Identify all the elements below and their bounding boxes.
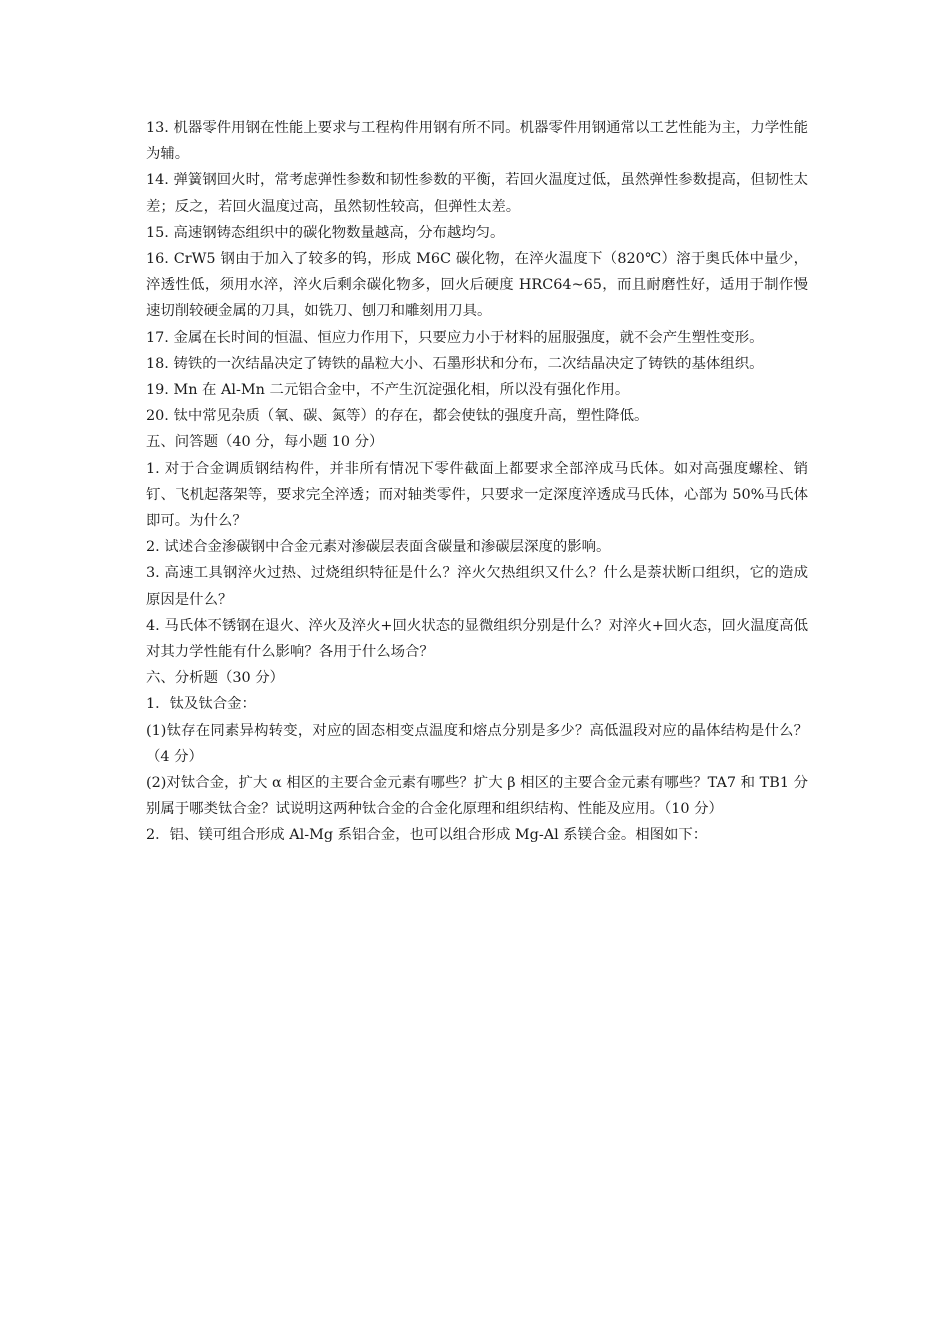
section-heading-5: 五、问答题（40 分，每小题 10 分）: [146, 434, 384, 451]
qa-question-2: 2. 试述合金渗碳钢中合金元素对渗碳层表面含碳量和渗碳层深度的影响。: [146, 539, 611, 556]
analysis-sub-1: (1)钛存在同素异构转变，对应的固态相变点温度和熔点分别是多少？高低温段对应的晶体结构是什么？（4 分）: [146, 722, 808, 765]
analysis-question-1: 1．钛及钛合金：: [146, 696, 256, 713]
section-heading-6: 六、分析题（30 分）: [146, 670, 285, 687]
question-15: 15. 高速钢铸态组织中的碳化物数量越高，分布越均匀。: [146, 224, 505, 241]
question-16: 16. CrW5 钢由于加入了较多的钨，形成 M6C 碳化物，在淬火温度下（820℃）溶于奥氏体中量少，淬透性低，须用水淬，淬火后剩余碳化物多，回火后硬度 HRC64~65，而且耐磨性好，适用于制作慢速切削较硬金属的刀具，如铣刀、刨刀和雕刻用刀具。: [146, 251, 808, 320]
question-17: 17. 金属在长时间的恒温、恒应力作用下，只要应力小于材料的屈服强度，就不会产生塑性变形。: [146, 329, 764, 346]
question-13: 13. 机器零件用钢在性能上要求与工程构件用钢有所不同。机器零件用钢通常以工艺性能为主，力学性能为辅。: [146, 120, 808, 163]
analysis-question-2: 2．铝、镁可组合形成 Al-Mg 系铝合金，也可以组合形成 Mg-Al 系镁合金。相图如下：: [146, 827, 708, 844]
document-body: [146, 115, 808, 849]
qa-question-1: 1. 对于合金调质钢结构件，并非所有情况下零件截面上都要求全部淬成马氏体。如对高强度螺栓、销钉、飞机起落架等，要求完全淬透；而对轴类零件，只要求一定深度淬透成马氏体，心部为 50%马氏体即可。为什么？: [146, 460, 808, 530]
question-20: 20. 钛中常见杂质（氧、碳、氮等）的存在，都会使钛的强度升高，塑性降低。: [146, 408, 649, 425]
question-14: 14. 弹簧钢回火时，常考虑弹性参数和韧性参数的平衡，若回火温度过低，虽然弹性参数提高，但韧性太差；反之，若回火温度过高，虽然韧性较高，但弹性太差。: [146, 172, 808, 215]
qa-question-4: 4. 马氏体不锈钢在退火、淬火及淬火+回火状态的显微组织分别是什么？对淬火+回火态，回火温度高低对其力学性能有什么影响？各用于什么场合？: [146, 617, 808, 661]
question-18: 18. 铸铁的一次结晶决定了铸铁的晶粒大小、石墨形状和分布，二次结晶决定了铸铁的基体组织。: [146, 355, 764, 372]
analysis-sub-2: (2)对钛合金，扩大 α 相区的主要合金元素有哪些？扩大 β 相区的主要合金元素有哪些？TA7 和 TB1 分别属于哪类钛合金？试说明这两种钛合金的合金化原理和组织结构、性能及应用。（10 分）: [146, 775, 808, 818]
qa-question-3: 3. 高速工具钢淬火过热、过烧组织特征是什么？淬火欠热组织又什么？什么是萘状断口组织，它的造成原因是什么？: [146, 565, 808, 608]
question-19: 19. Mn 在 Al-Mn 二元铝合金中，不产生沉淀强化相，所以没有强化作用。: [146, 382, 630, 399]
